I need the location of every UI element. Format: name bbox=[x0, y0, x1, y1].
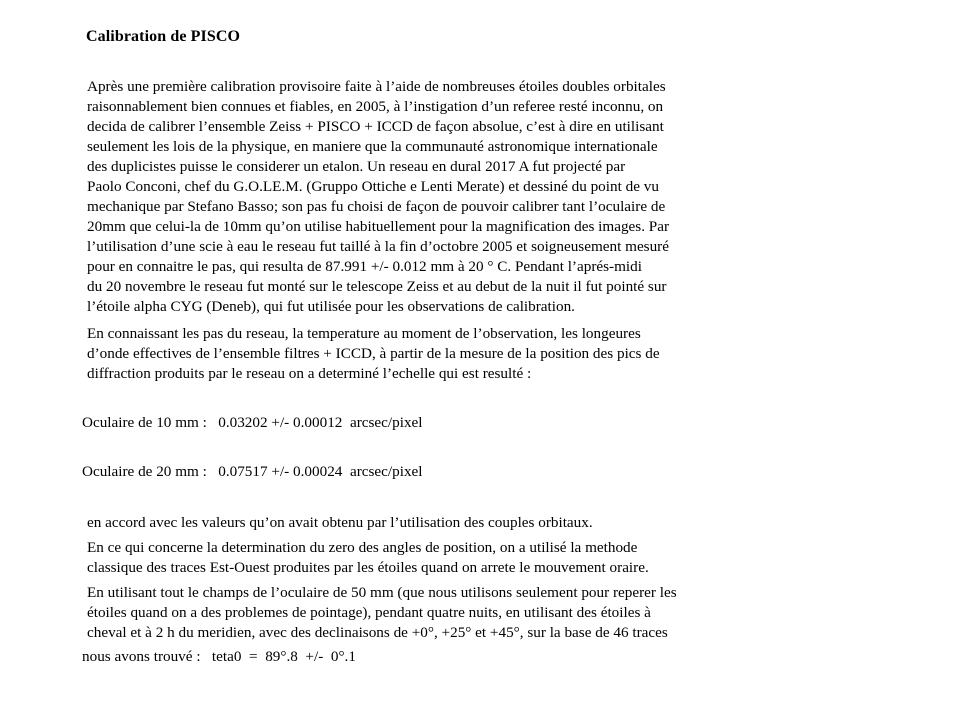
text-line: En ce qui concerne la determination du zero des angles de position, on a utilisé la methode bbox=[87, 539, 638, 556]
paragraph-scale-method bbox=[87, 324, 660, 384]
text-line: en accord avec les valeurs qu’on avait obtenu par l’utilisation des couples orbitaux. bbox=[87, 514, 593, 531]
text-line: des duplicistes puisse le considerer un etalon. Un reseau en dural 2017 A fut projecté par bbox=[87, 158, 626, 175]
text-line: diffraction produits par le reseau on a determiné l’echelle qui est resulté : bbox=[87, 365, 532, 382]
text-line: classique des traces Est-Ouest produites par les étoiles quand on arrete le mouvement oraire. bbox=[87, 559, 649, 576]
text-line: d’onde effectives de l’ensemble filtres + ICCD, à partir de la mesure de la position des pics de bbox=[87, 345, 660, 362]
text-line: decida de calibrer l’ensemble Zeiss + PISCO + ICCD de façon absolue, c’est à dire en utilisant bbox=[87, 118, 664, 135]
text-line: raisonnablement bien connues et fiables, en 2005, à l’instigation d’un referee resté inconnu, on bbox=[87, 98, 664, 115]
text-line: En connaissant les pas du reseau, la temperature au moment de l’observation, les longeures bbox=[87, 325, 641, 342]
text-line: mechanique par Stefano Basso; son pas fu choisi de façon de pouvoir calibrer tant l’oculaire de bbox=[87, 198, 666, 215]
paragraph-agreement bbox=[87, 513, 593, 533]
text-line: étoiles quand on a des problemes de pointage), pendant quatre nuits, en utilisant des étoiles à bbox=[87, 604, 651, 621]
document-title: Calibration de PISCO bbox=[86, 28, 241, 45]
text-line: pour en connaitre le pas, qui resulta de 87.991 +/- 0.012 mm à 20 ° C. Pendant l’aprés-midi bbox=[87, 258, 642, 275]
paragraph-position-angle bbox=[87, 538, 649, 578]
text-line: l’étoile alpha CYG (Deneb), qui fut utilisée pour les observations de calibration. bbox=[87, 298, 575, 315]
final-result: nous avons trouvé : teta0 = 89°.8 +/- 0°.1 bbox=[82, 648, 356, 665]
result-20mm: Oculaire de 20 mm : 0.07517 +/- 0.00024 arcsec/pixel bbox=[82, 463, 423, 480]
paragraph-calibration-history bbox=[87, 77, 669, 317]
text-line: Après une première calibration provisoire faite à l’aide de nombreuses étoiles doubles orbitales bbox=[87, 78, 666, 95]
text-line: 20mm que celui-la de 10mm qu’on utilise habituellement pour la magnification des images. Par bbox=[87, 218, 670, 235]
paragraph-eyepiece-method bbox=[87, 583, 677, 643]
text-line: l’utilisation d’une scie à eau le reseau fut taillé à la fin d’octobre 2005 et soigneusement mesuré bbox=[87, 238, 669, 255]
text-line: cheval et à 2 h du meridien, avec des declinaisons de +0°, +25° et +45°, sur la base de 46 traces bbox=[87, 624, 668, 641]
text-line: du 20 novembre le reseau fut monté sur le telescope Zeiss et au debut de la nuit il fut pointé sur bbox=[87, 278, 667, 295]
text-line: seulement les lois de la physique, en maniere que la communauté astronomique internationale bbox=[87, 138, 658, 155]
result-10mm: Oculaire de 10 mm : 0.03202 +/- 0.00012 arcsec/pixel bbox=[82, 414, 423, 431]
text-line: Paolo Conconi, chef du G.O.LE.M. (Gruppo Ottiche e Lenti Merate) et dessiné du point de vu bbox=[87, 178, 659, 195]
text-line: En utilisant tout le champs de l’oculaire de 50 mm (que nous utilisons seulement pour reperer les bbox=[87, 584, 677, 601]
